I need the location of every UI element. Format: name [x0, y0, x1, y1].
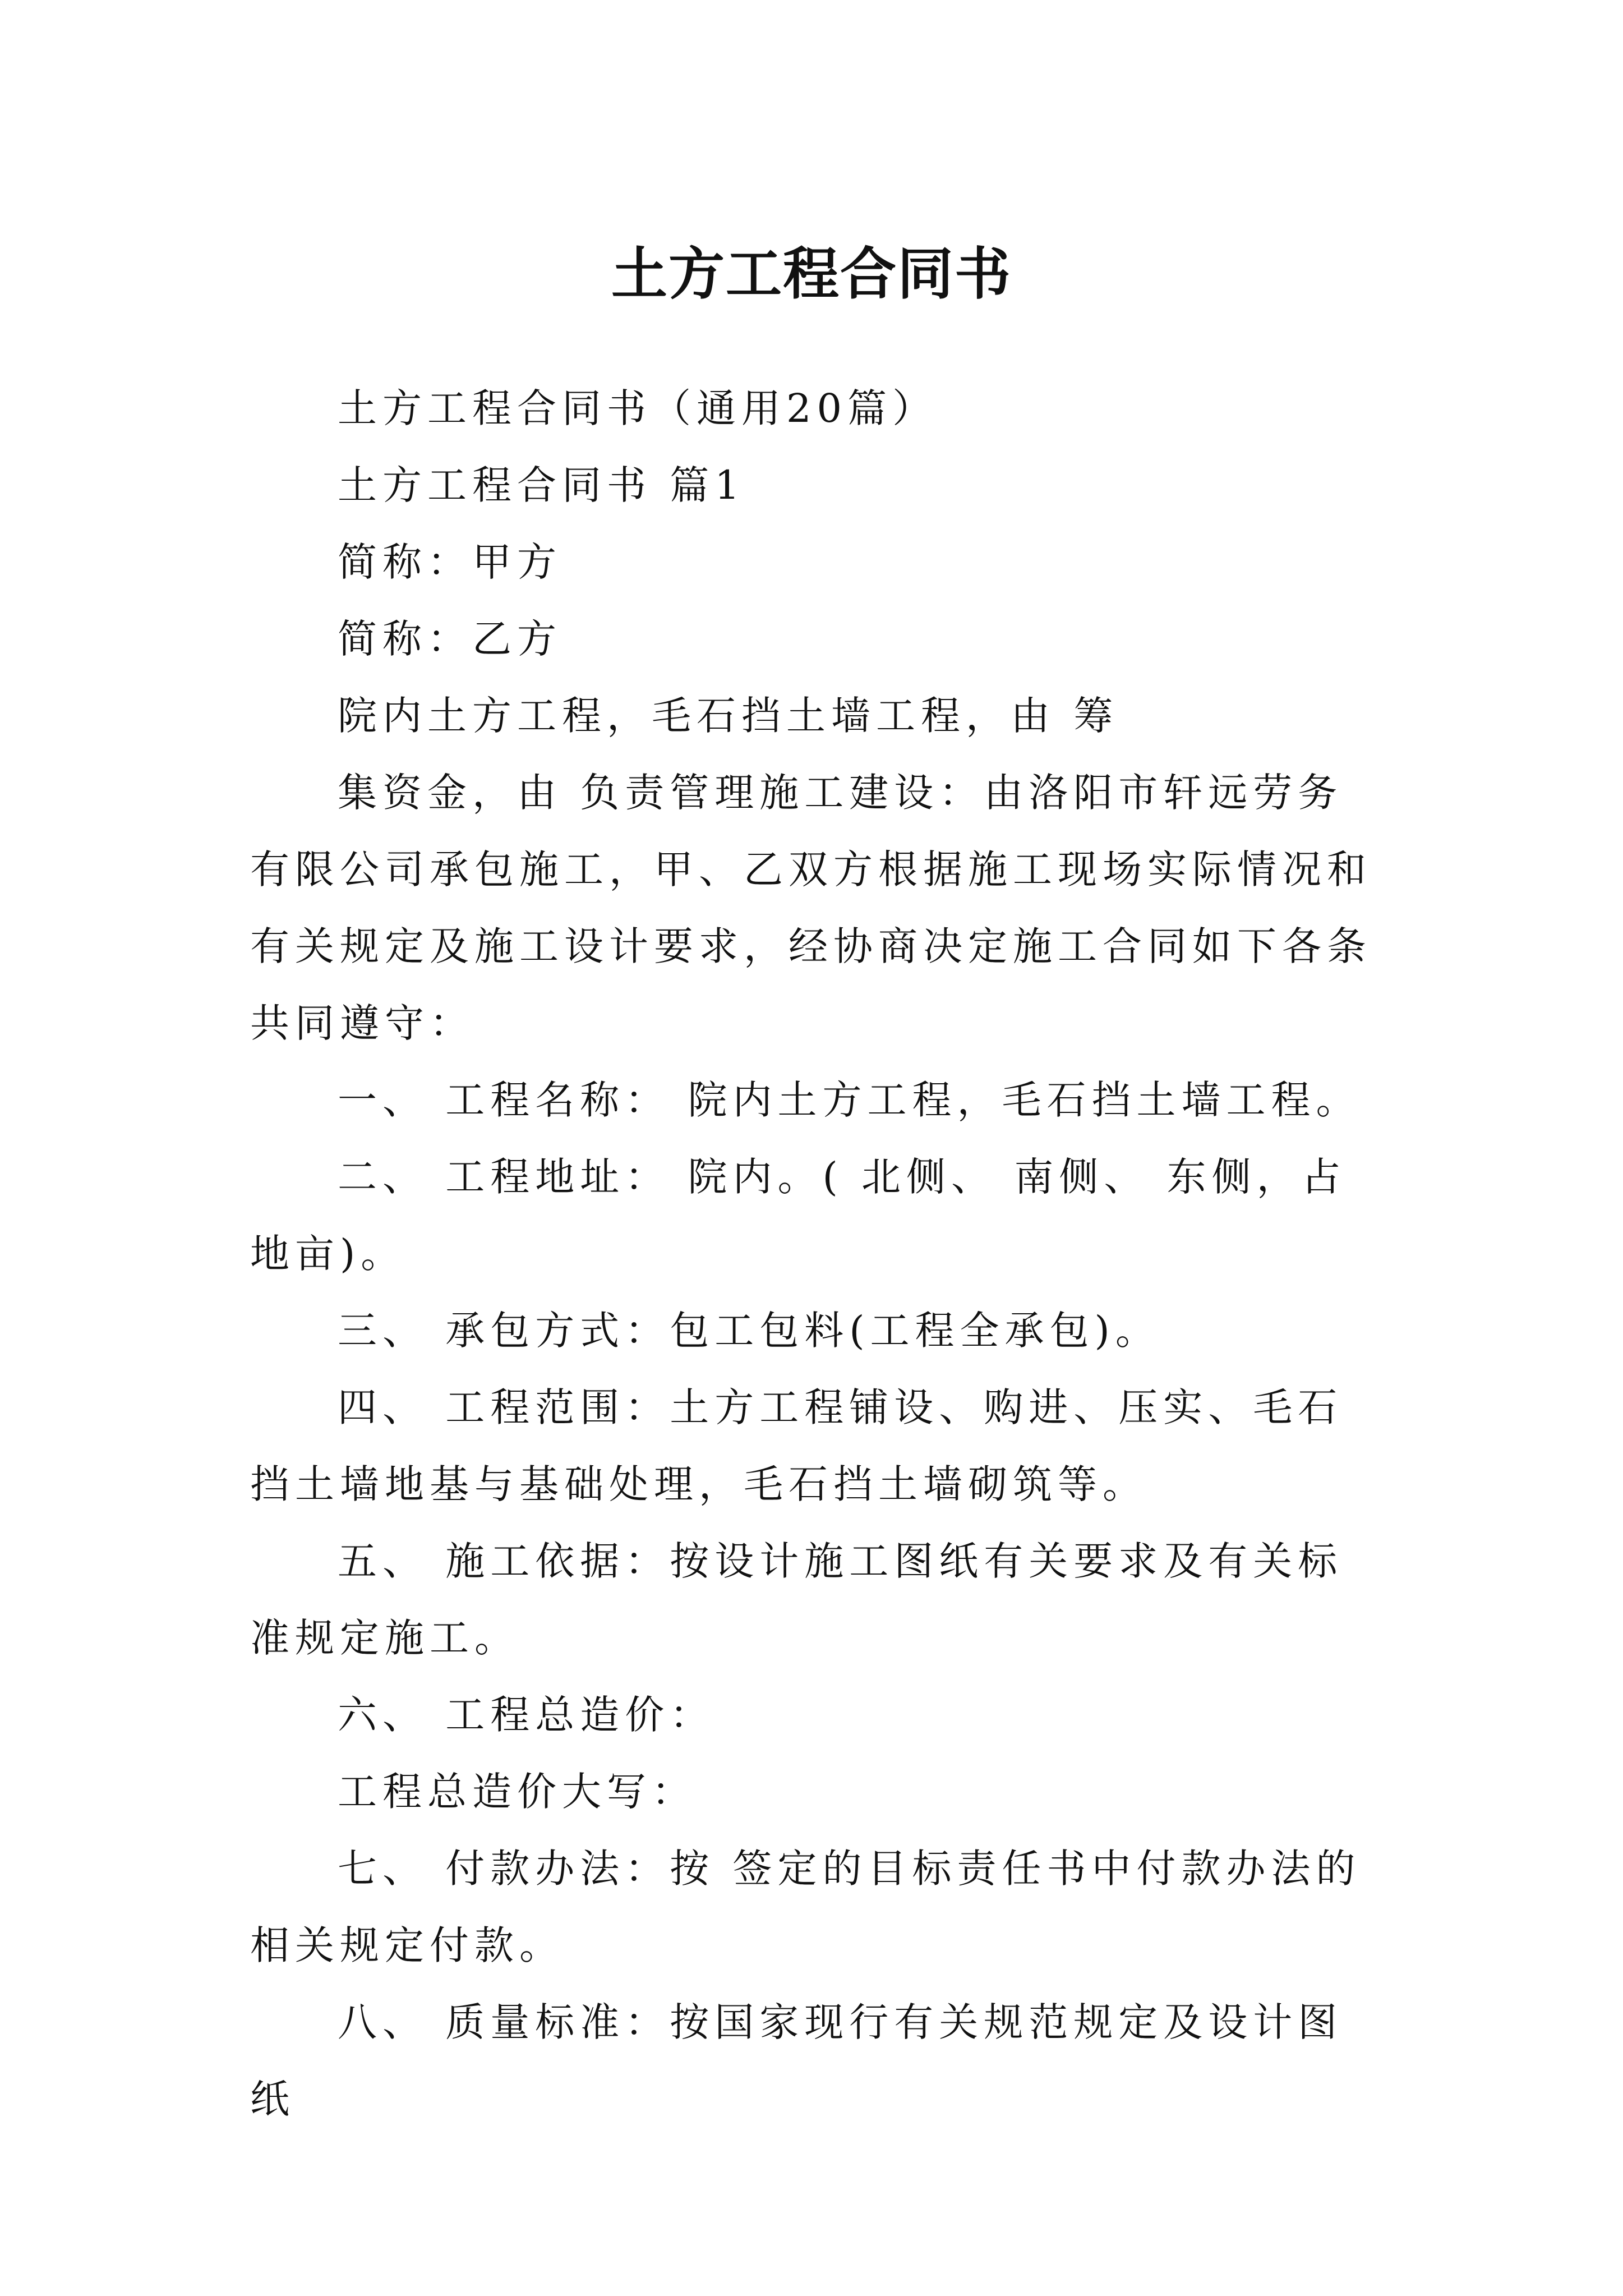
paragraph-section-heading: 土方工程合同书 篇1 [338, 462, 745, 508]
clause-3-contract-method: 三、 承包方式：包工包料(工程全承包)。 [338, 1308, 1160, 1354]
clause-2-project-address: 二、 工程地址： 院内。( 北侧、 南侧、 东侧，占地亩)。 [250, 1154, 1347, 1277]
paragraph-project-intro: 院内土方工程，毛石挡土墙工程，由 筹 [338, 693, 1119, 739]
paragraph-total-cost-written: 工程总造价大写： [338, 1769, 697, 1815]
clause-1-project-name: 一、 工程名称： 院内土方工程，毛石挡土墙工程。 [338, 1077, 1361, 1123]
clause-7-payment-method: 七、 付款办法：按 签定的目标责任书中付款办法的相关规定付款。 [250, 1846, 1361, 1968]
clause-8-quality-standard: 八、 质量标准：按国家现行有关规范规定及设计图纸 [250, 1999, 1343, 2122]
paragraph-party-b: 简称：乙方 [338, 616, 562, 662]
clause-4-project-scope: 四、 工程范围：土方工程铺设、购进、压实、毛石挡土墙地基与基础处理，毛石挡土墙砌筑等。 [250, 1384, 1343, 1507]
paragraph-party-a: 简称：甲方 [338, 539, 562, 585]
clause-6-total-cost: 六、 工程总造价： [338, 1692, 715, 1738]
paragraph-subtitle: 土方工程合同书（通用20篇） [338, 385, 938, 431]
paragraph-funding: 集资金，由 负责管理施工建设：由洛阳市轩远劳务有限公司承包施工，甲、乙双方根据施工现场实际情况和有关规定及施工设计要求，经协商决定施工合同如下各条共同遵守： [250, 770, 1372, 1046]
document-title: 土方工程合同书 [611, 241, 1012, 307]
clause-5-construction-basis: 五、 施工依据：按设计施工图纸有关要求及有关标准规定施工。 [250, 1538, 1343, 1661]
document-body [250, 370, 1384, 2138]
